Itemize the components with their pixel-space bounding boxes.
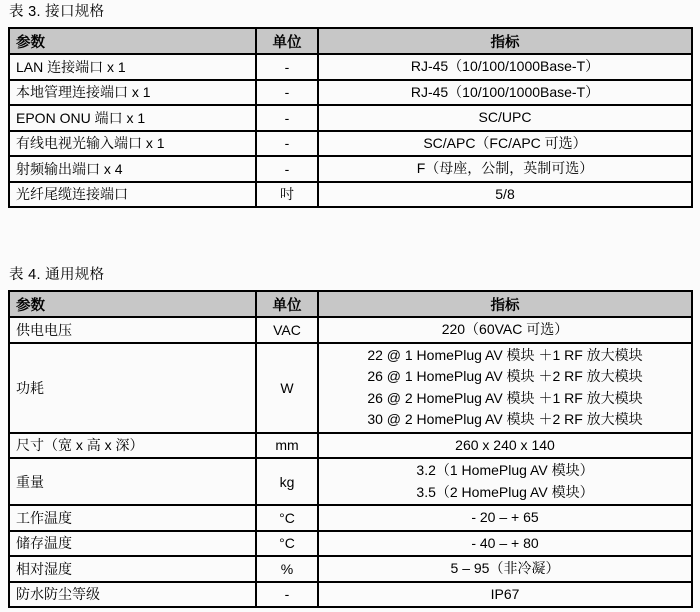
spec-line: 220（60VAC 可选） bbox=[441, 321, 569, 337]
unit-cell: mm bbox=[256, 433, 318, 459]
spec-line: IP67 bbox=[490, 585, 520, 602]
column-header: 指标 bbox=[318, 291, 692, 317]
table-row bbox=[9, 505, 692, 531]
spec-cell bbox=[318, 131, 692, 157]
unit-cell: W bbox=[256, 343, 318, 433]
unit-cell: % bbox=[256, 556, 318, 582]
unit-cell: 吋 bbox=[256, 182, 318, 208]
table-3-title: 表 3. 接口规格 bbox=[9, 4, 105, 20]
spec-cell bbox=[318, 582, 692, 608]
unit-cell: - bbox=[256, 131, 318, 157]
param-cell: LAN 连接端口 x 1 bbox=[9, 54, 256, 80]
param-cell: 射频输出端口 x 4 bbox=[9, 156, 256, 182]
general-spec-table bbox=[8, 290, 693, 608]
spec-cell bbox=[318, 156, 692, 182]
spec-line: 22 @ 1 HomePlug AV 模块 ＋1 RF 放大模块 bbox=[367, 346, 643, 363]
spec-cell bbox=[318, 182, 692, 208]
unit-cell: - bbox=[256, 80, 318, 106]
table-row bbox=[9, 531, 692, 557]
unit-cell: - bbox=[256, 105, 318, 131]
column-header: 指标 bbox=[318, 28, 692, 54]
spec-cell bbox=[318, 343, 692, 433]
spec-line: F（母座，公制，英制可选） bbox=[416, 160, 594, 176]
table-row bbox=[9, 458, 692, 505]
param-cell: 重量 bbox=[9, 458, 256, 505]
table-row bbox=[9, 433, 692, 459]
spec-line: 26 @ 2 HomePlug AV 模块 ＋1 RF 放大模块 bbox=[367, 389, 643, 406]
spec-line: 5/8 bbox=[495, 185, 515, 202]
header-row bbox=[9, 28, 692, 54]
param-cell: 光纤尾缆连接端口 bbox=[9, 182, 256, 208]
spec-cell bbox=[318, 531, 692, 557]
unit-cell: - bbox=[256, 582, 318, 608]
interface-spec-section bbox=[8, 4, 693, 208]
spec-line: 260 x 240 x 140 bbox=[455, 436, 555, 453]
param-cell: 功耗 bbox=[9, 343, 256, 433]
param-cell: 储存温度 bbox=[9, 531, 256, 557]
table-header bbox=[9, 291, 692, 317]
table-4-title: 表 4. 通用规格 bbox=[9, 267, 105, 283]
spec-cell bbox=[318, 80, 692, 106]
param-cell: 尺寸（宽 x 高 x 深） bbox=[9, 433, 256, 459]
param-cell: 防水防尘等级 bbox=[9, 582, 256, 608]
table-body bbox=[9, 54, 692, 207]
table-row bbox=[9, 556, 692, 582]
spec-line: 5 – 95（非冷凝） bbox=[450, 560, 560, 576]
table-row bbox=[9, 80, 692, 106]
param-cell: 供电电压 bbox=[9, 317, 256, 343]
header-row bbox=[9, 291, 692, 317]
spec-line: SC/APC（FC/APC 可选） bbox=[423, 134, 587, 151]
table-row bbox=[9, 105, 692, 131]
general-spec-section bbox=[8, 267, 693, 608]
spec-line: - 20 – + 65 bbox=[471, 509, 539, 525]
table-header bbox=[9, 28, 692, 54]
table-row bbox=[9, 343, 692, 433]
unit-cell: - bbox=[256, 156, 318, 182]
param-cell: EPON ONU 端口 x 1 bbox=[9, 105, 256, 131]
table-row bbox=[9, 317, 692, 343]
spec-line: RJ-45（10/100/1000Base-T） bbox=[410, 83, 600, 100]
table-row bbox=[9, 156, 692, 182]
spec-cell bbox=[318, 105, 692, 131]
column-header: 参数 bbox=[9, 291, 256, 317]
column-header: 参数 bbox=[9, 28, 256, 54]
unit-cell: kg bbox=[256, 458, 318, 505]
table-row bbox=[9, 582, 692, 608]
spec-cell bbox=[318, 556, 692, 582]
spec-cell bbox=[318, 317, 692, 343]
spec-line: - 40 – + 80 bbox=[471, 534, 539, 551]
spec-cell bbox=[318, 458, 692, 505]
spec-cell bbox=[318, 505, 692, 531]
spec-line: RJ-45（10/100/1000Base-T） bbox=[410, 58, 600, 74]
table-body bbox=[9, 317, 692, 607]
spec-cell bbox=[318, 433, 692, 459]
spec-cell bbox=[318, 54, 692, 80]
interface-spec-table bbox=[8, 27, 693, 208]
param-cell: 工作温度 bbox=[9, 505, 256, 531]
spec-line: 26 @ 1 HomePlug AV 模块 ＋2 RF 放大模块 bbox=[367, 368, 643, 384]
column-header: 单位 bbox=[256, 291, 318, 317]
table-row bbox=[9, 182, 692, 208]
spec-line: 30 @ 2 HomePlug AV 模块 ＋2 RF 放大模块 bbox=[367, 411, 643, 427]
table-row bbox=[9, 131, 692, 157]
unit-cell: °C bbox=[256, 531, 318, 557]
param-cell: 本地管理连接端口 x 1 bbox=[9, 80, 256, 106]
unit-cell: - bbox=[256, 54, 318, 80]
param-cell: 相对湿度 bbox=[9, 556, 256, 582]
column-header: 单位 bbox=[256, 28, 318, 54]
unit-cell: °C bbox=[256, 505, 318, 531]
table-row bbox=[9, 54, 692, 80]
unit-cell: VAC bbox=[256, 317, 318, 343]
param-cell: 有线电视光输入端口 x 1 bbox=[9, 131, 256, 157]
spec-line: 3.5（2 HomePlug AV 模块） bbox=[416, 483, 594, 500]
spec-line: 3.2（1 HomePlug AV 模块） bbox=[416, 462, 594, 478]
spec-line: SC/UPC bbox=[478, 109, 532, 125]
